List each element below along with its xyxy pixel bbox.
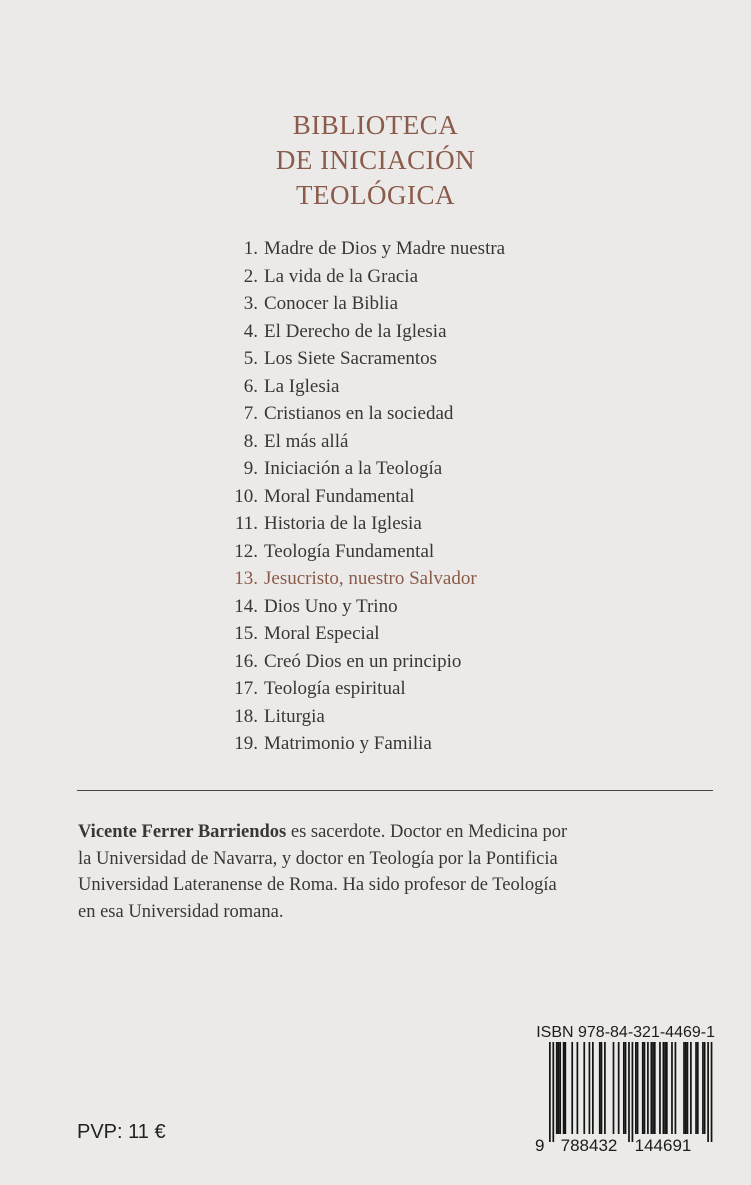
book-number: 13. bbox=[234, 568, 258, 589]
book-title: La vida de la Gracia bbox=[264, 265, 419, 287]
book-number: 6. bbox=[243, 375, 258, 397]
book-list-item bbox=[200, 318, 505, 346]
book-title: Moral Especial bbox=[264, 623, 380, 644]
book-number: 7. bbox=[243, 403, 258, 424]
series-title-line-3: TEOLÓGICA bbox=[296, 180, 455, 210]
book-list-item bbox=[200, 455, 505, 483]
barcode-bar bbox=[601, 1042, 603, 1134]
book-list-item bbox=[200, 400, 505, 428]
barcode-bar bbox=[558, 1042, 560, 1134]
barcode bbox=[531, 1042, 713, 1154]
divider bbox=[77, 790, 713, 791]
book-number: 14. bbox=[234, 595, 258, 617]
barcode-digits-right: 144691 bbox=[634, 1136, 692, 1154]
barcode-bar bbox=[618, 1042, 620, 1134]
barcode-bar bbox=[559, 1042, 561, 1134]
author-bio bbox=[78, 819, 718, 925]
book-title: Teología espiritual bbox=[264, 678, 406, 699]
book-number: 1. bbox=[243, 238, 258, 259]
book-title: Conocer la Biblia bbox=[264, 293, 399, 314]
barcode-bar bbox=[687, 1042, 689, 1134]
book-number: 19. bbox=[234, 733, 258, 754]
book-title: Dios Uno y Trino bbox=[264, 595, 398, 617]
barcode-bar bbox=[564, 1042, 566, 1134]
book-title: Liturgia bbox=[264, 705, 325, 727]
book-number: 16. bbox=[234, 650, 258, 672]
barcode-bar bbox=[635, 1042, 637, 1134]
series-title bbox=[0, 108, 751, 213]
barcode-bar bbox=[652, 1042, 654, 1134]
book-title: Teología Fundamental bbox=[264, 540, 435, 562]
author-bio-line-3: Universidad Lateranense de Roma. Ha sido profesor de Teología bbox=[78, 875, 557, 895]
barcode-bar bbox=[644, 1042, 646, 1134]
barcode-bar bbox=[628, 1042, 630, 1142]
barcode-bar bbox=[604, 1042, 606, 1134]
series-title-line-1: BIBLIOTECA bbox=[292, 110, 459, 140]
author-name: Vicente Ferrer Barriendos bbox=[78, 822, 287, 842]
barcode-bar bbox=[583, 1042, 585, 1134]
book-number: 3. bbox=[243, 293, 258, 314]
book-title: Matrimonio y Familia bbox=[264, 733, 432, 754]
book-list-item bbox=[200, 235, 505, 263]
barcode-bar bbox=[666, 1042, 668, 1134]
barcode-bar bbox=[625, 1042, 627, 1134]
book-number: 11. bbox=[234, 513, 258, 534]
barcode-bar bbox=[642, 1042, 644, 1134]
book-title: El más allá bbox=[264, 430, 349, 452]
book-list-item bbox=[200, 593, 505, 621]
book-number: 4. bbox=[243, 320, 258, 342]
book-list-item bbox=[200, 290, 505, 318]
series-title-line-2: DE INICIACIÓN bbox=[275, 145, 476, 175]
barcode-bar bbox=[659, 1042, 661, 1134]
author-bio-line-2: la Universidad de Navarra, y doctor en Teología por la Pontificia bbox=[78, 848, 558, 869]
book-title: Iniciación a la Teología bbox=[264, 458, 443, 479]
barcode-bar bbox=[623, 1042, 625, 1134]
barcode-bar bbox=[711, 1042, 713, 1142]
author-bio-line-1-rest: es sacerdote. Doctor en Medicina por bbox=[286, 822, 568, 842]
book-number: 2. bbox=[243, 265, 258, 287]
book-title: Los Siete Sacramentos bbox=[264, 348, 438, 369]
barcode-bar bbox=[671, 1042, 673, 1134]
barcode-bar bbox=[697, 1042, 699, 1134]
barcode-digits-left: 788432 bbox=[560, 1136, 618, 1154]
isbn-label: ISBN 978-84-321-4469-1 bbox=[536, 1024, 715, 1041]
book-list-item bbox=[200, 483, 505, 511]
book-title: El Derecho de la Iglesia bbox=[264, 320, 447, 342]
barcode-bar bbox=[704, 1042, 706, 1134]
author-bio-line-1 bbox=[78, 819, 718, 846]
book-list-item bbox=[200, 510, 505, 538]
barcode-bar bbox=[592, 1042, 594, 1134]
barcode-bar bbox=[563, 1042, 565, 1134]
barcode-bar bbox=[695, 1042, 697, 1134]
book-title: La Iglesia bbox=[264, 375, 340, 397]
book-list bbox=[200, 235, 505, 758]
book-number: 17. bbox=[234, 678, 258, 699]
book-list-item bbox=[200, 703, 505, 731]
barcode-bar bbox=[637, 1042, 639, 1134]
barcode-bar bbox=[654, 1042, 656, 1134]
book-number: 12. bbox=[234, 540, 258, 562]
barcode-bar bbox=[571, 1042, 573, 1134]
barcode-bar bbox=[599, 1042, 601, 1134]
book-list-item bbox=[200, 345, 505, 373]
barcode-bar bbox=[589, 1042, 591, 1134]
book-number: 15. bbox=[234, 623, 258, 644]
barcode-bar bbox=[632, 1042, 634, 1142]
barcode-bar bbox=[685, 1042, 687, 1134]
barcode-bar bbox=[702, 1042, 704, 1134]
book-list-item bbox=[200, 648, 505, 676]
barcode-bar bbox=[647, 1042, 649, 1134]
book-list-item bbox=[200, 373, 505, 401]
book-title: Madre de Dios y Madre nuestra bbox=[264, 238, 506, 259]
barcode-bar bbox=[664, 1042, 666, 1134]
book-list-item bbox=[200, 538, 505, 566]
barcode-bar bbox=[707, 1042, 709, 1142]
barcode-bar bbox=[650, 1042, 652, 1134]
book-list-item bbox=[200, 620, 505, 648]
barcode-bar bbox=[675, 1042, 677, 1134]
barcode-bar bbox=[577, 1042, 579, 1134]
book-number: 18. bbox=[234, 705, 258, 727]
book-list-item bbox=[200, 565, 505, 593]
price: PVP: 11 € bbox=[77, 1121, 166, 1143]
barcode-bar bbox=[552, 1042, 554, 1142]
book-list-item bbox=[200, 263, 505, 291]
book-title: Creó Dios en un principio bbox=[264, 650, 462, 672]
book-list-item bbox=[200, 730, 505, 758]
barcode-bar bbox=[613, 1042, 615, 1134]
book-list-item bbox=[200, 428, 505, 456]
book-number: 9. bbox=[243, 458, 258, 479]
barcode-bar bbox=[556, 1042, 558, 1134]
book-title: Historia de la Iglesia bbox=[264, 513, 422, 534]
author-bio-line-4: en esa Universidad romana. bbox=[78, 901, 284, 922]
book-list-item bbox=[200, 675, 505, 703]
barcode-bar bbox=[663, 1042, 665, 1134]
barcode-bars bbox=[549, 1042, 712, 1142]
book-title: Cristianos en la sociedad bbox=[264, 403, 454, 424]
barcode-bar bbox=[690, 1042, 692, 1134]
book-number: 8. bbox=[243, 430, 258, 452]
book-title: Jesucristo, nuestro Salvador bbox=[264, 568, 477, 589]
book-title: Moral Fundamental bbox=[264, 485, 415, 507]
barcode-bar bbox=[683, 1042, 685, 1134]
barcode-digit-prefix: 9 bbox=[535, 1136, 545, 1154]
book-number: 5. bbox=[243, 348, 258, 369]
book-number: 10. bbox=[234, 485, 258, 507]
barcode-bar bbox=[549, 1042, 551, 1142]
